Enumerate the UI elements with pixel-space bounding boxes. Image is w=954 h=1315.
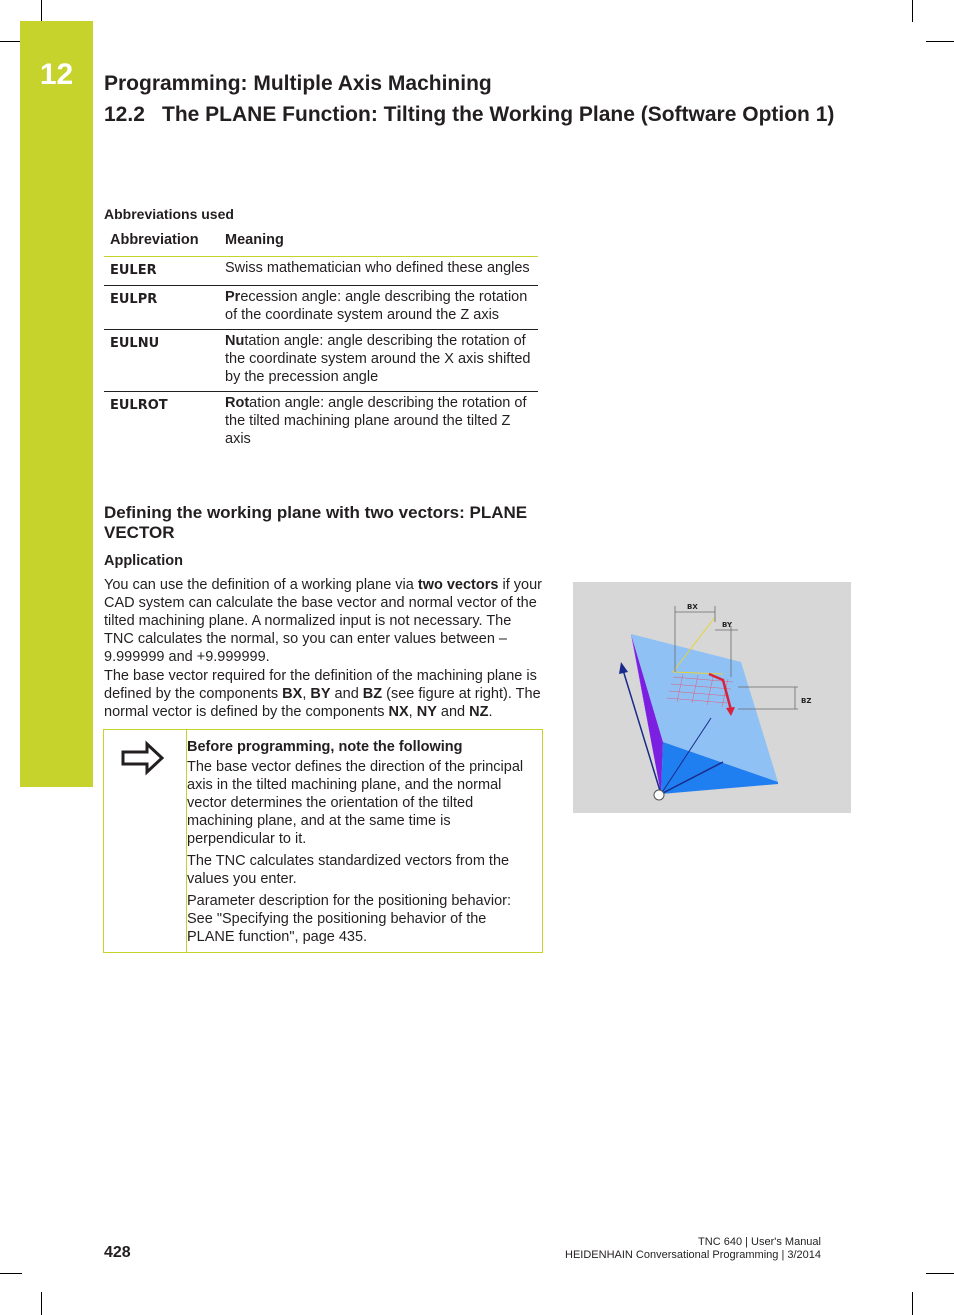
footer-line: HEIDENHAIN Conversational Programming | 3/2014 bbox=[565, 1249, 821, 1261]
abbreviations-heading: Abbreviations used bbox=[104, 206, 234, 222]
note-title: Before programming, note the following bbox=[187, 739, 463, 755]
abbreviation-code: EULROT bbox=[110, 398, 168, 413]
footer-line: TNC 640 | User's Manual bbox=[698, 1236, 821, 1248]
abbreviation-meaning: Rotation angle: angle describing the rotation of the tilted machining plane around the tilted Z axis bbox=[225, 395, 527, 447]
table-row bbox=[104, 330, 538, 392]
crop-mark bbox=[926, 1273, 954, 1274]
abbreviation-code: EULPR bbox=[104, 286, 219, 330]
section-heading: Defining the working plane with two vectors: PLANE VECTOR bbox=[104, 503, 528, 542]
section-title bbox=[104, 103, 834, 127]
crop-mark bbox=[926, 41, 954, 42]
origin-marker bbox=[654, 790, 664, 800]
crop-mark bbox=[912, 1292, 913, 1315]
application-paragraph: You can use the definition of a working plane via two vectors if your CAD system can calculate the base vector and normal vector of the tilted machining plane. A normalized input is not necessary. The TNC calculates the normal, so you can enter values between –9.999999 and +9.999999. bbox=[104, 577, 542, 665]
note-paragraph: Parameter description for the positioning behavior: See "Specifying the positioning behavior of the PLANE function", page 435. bbox=[187, 893, 512, 945]
by-label: BY bbox=[722, 621, 733, 629]
abbreviation-meaning: Swiss mathematician who defined these angles bbox=[219, 257, 538, 286]
abbreviation-code: EULNU bbox=[104, 330, 219, 392]
abbreviations-table bbox=[104, 228, 538, 453]
plane-vector-diagram bbox=[573, 582, 851, 813]
column-header: Meaning bbox=[219, 228, 538, 257]
abbreviation-meaning: Precession angle: angle describing the rotation of the coordinate system around the Z axis bbox=[219, 286, 538, 330]
axis-arrowhead bbox=[619, 662, 628, 674]
table-header-row bbox=[104, 228, 538, 257]
crop-mark bbox=[912, 0, 913, 22]
crop-mark bbox=[41, 0, 42, 22]
chapter-number: 12 bbox=[39, 58, 74, 91]
note-box bbox=[103, 729, 543, 953]
crop-mark bbox=[0, 1273, 22, 1274]
note-paragraph: The base vector defines the direction of the principal axis in the tilted machining plane, and the normal vector determines the orientation of the tilted machining plane, and at the same time is perpendicular to it. bbox=[187, 759, 524, 847]
page-number: 428 bbox=[104, 1244, 131, 1261]
column-header: Abbreviation bbox=[104, 228, 219, 257]
chapter-tab bbox=[20, 21, 93, 787]
section-title-text: The PLANE Function: Tilting the Working Plane (Software Option 1) bbox=[162, 103, 835, 126]
section-number: 12.2 bbox=[104, 103, 145, 126]
components-paragraph: The base vector required for the definition of the machining plane is defined by the components BX, BY and BZ (see figure at right). The normal vector is defined by the components NX, NY and NZ. bbox=[104, 668, 541, 720]
bx-label: BX bbox=[687, 603, 698, 611]
note-content bbox=[187, 738, 532, 950]
plane-vector-figure bbox=[573, 582, 851, 813]
table-row bbox=[104, 286, 538, 330]
crop-mark bbox=[41, 1292, 42, 1315]
subsection-heading: Application bbox=[104, 553, 183, 569]
table-row bbox=[104, 257, 538, 286]
chapter-title: Programming: Multiple Axis Machining bbox=[104, 72, 492, 95]
abbreviation-meaning: Nutation angle: angle describing the rotation of the coordinate system around the X axis shifted by the precession angle bbox=[219, 330, 538, 392]
arrow-right-icon bbox=[120, 740, 166, 776]
footer-info bbox=[565, 1236, 821, 1262]
abbreviation-code: EULER bbox=[104, 257, 219, 286]
bz-label: BZ bbox=[801, 697, 812, 705]
crop-mark bbox=[0, 41, 22, 42]
note-paragraph: The TNC calculates standardized vectors from the values you enter. bbox=[187, 853, 510, 887]
table-row bbox=[104, 392, 538, 454]
